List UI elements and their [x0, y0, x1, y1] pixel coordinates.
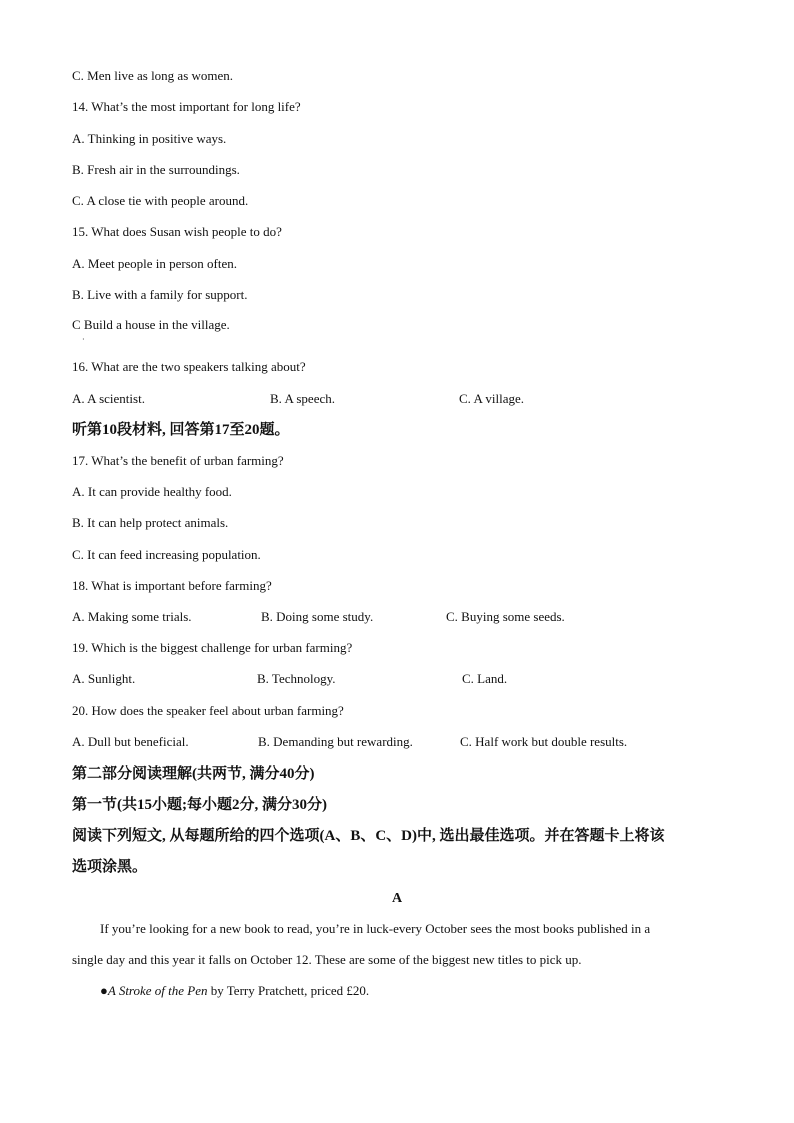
q15-option-b: B. Live with a family for support. — [72, 287, 248, 302]
passage-label: A — [391, 891, 403, 906]
q18-stem: 18. What is important before farming? — [72, 578, 272, 593]
q14-option-c: C. A close tie with people around. — [72, 193, 249, 208]
q15-option-a: A. Meet people in person often. — [72, 256, 237, 271]
passage-line2: single day and this year it falls on October 12. These are some of the biggest new titles to pick up. — [72, 952, 582, 967]
q19-option-c: C. Land. — [462, 671, 508, 686]
q17-option-b: B. It can help protect animals. — [72, 515, 229, 530]
q20-stem: 20. How does the speaker feel about urban farming? — [72, 703, 344, 718]
q16-stem: 16. What are the two speakers talking about? — [72, 359, 306, 374]
q20-options — [72, 734, 712, 750]
passage-line1: If you’re looking for a new book to read, you’re in luck-every October sees the most books published in a — [100, 921, 651, 936]
book1-entry — [100, 983, 369, 999]
q13-option-c: C. Men live as long as women. — [72, 68, 234, 83]
part2-section1: 第一节(共15小题;每小题2分, 满分30分) — [72, 797, 327, 813]
section-10-heading: 听第10段材料, 回答第17至20题。 — [72, 422, 290, 438]
book1-title: A Stroke of the Pen — [107, 983, 208, 998]
q19-options — [72, 671, 672, 687]
q17-stem: 17. What’s the benefit of urban farming? — [72, 453, 284, 468]
q20-option-a: A. Dull but beneficial. — [72, 734, 189, 749]
q18-option-a: A. Making some trials. — [72, 609, 192, 624]
q15-stem: 15. What does Susan wish people to do? — [72, 224, 282, 239]
q20-option-c: C. Half work but double results. — [460, 734, 628, 749]
instructions-line1: 阅读下列短文, 从每题所给的四个选项(A、B、C、D)中, 选出最佳选项。并在答题卡上将该 — [72, 828, 665, 844]
stray-mark: · — [82, 335, 85, 344]
book1-details: by Terry Pratchett, priced £20. — [207, 983, 370, 998]
q16-option-c: C. A village. — [459, 391, 524, 406]
q15-option-c: C Build a house in the village. — [72, 317, 230, 332]
q18-options — [72, 609, 672, 625]
q14-stem: 14. What’s the most important for long life? — [72, 99, 301, 114]
q19-option-b: B. Technology. — [257, 671, 336, 686]
q19-stem: 19. Which is the biggest challenge for urban farming? — [72, 640, 353, 655]
q16-option-a: A. A scientist. — [72, 391, 145, 406]
q18-option-c: C. Buying some seeds. — [446, 609, 565, 624]
q16-option-b: B. A speech. — [270, 391, 335, 406]
q17-option-c: C. It can feed increasing population. — [72, 547, 261, 562]
q19-option-a: A. Sunlight. — [72, 671, 136, 686]
q17-option-a: A. It can provide healthy food. — [72, 484, 232, 499]
q14-option-b: B. Fresh air in the surroundings. — [72, 162, 240, 177]
q16-options — [72, 391, 672, 407]
part2-title: 第二部分阅读理解(共两节, 满分40分) — [72, 766, 315, 782]
instructions-line2: 选项涂黑。 — [72, 859, 148, 875]
q20-option-b: B. Demanding but rewarding. — [258, 734, 413, 749]
bullet-icon: ● — [100, 983, 108, 998]
q18-option-b: B. Doing some study. — [261, 609, 374, 624]
q14-option-a: A. Thinking in positive ways. — [72, 131, 227, 146]
